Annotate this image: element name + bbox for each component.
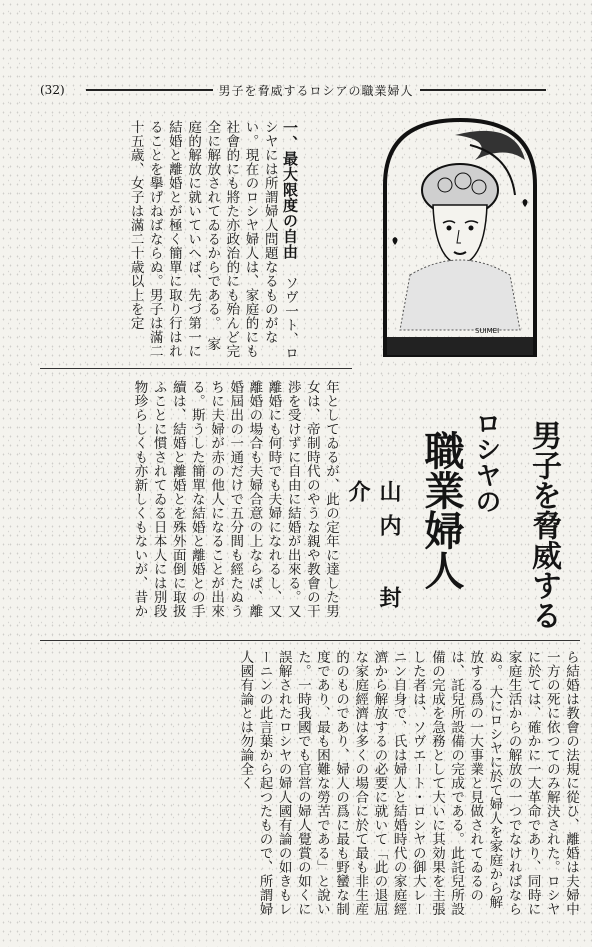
title-area [345, 400, 580, 640]
text-block-middle [40, 380, 340, 630]
text-block-bottom [40, 650, 580, 920]
section-heading: 一、最大限度の自由 [281, 120, 299, 260]
header-rule-right [420, 89, 547, 91]
article-title-line1: 男子を脅威する [526, 420, 561, 630]
body-text-1: ソヴ一ト、ロシヤには所謂婦人問題なるものがない。現在のロシヤ婦人は、家庭的にも社會的にも將た亦政治的にも殆んど完全に解放されてゐるからである。 家庭的解放に就いていへば、先づ第一に結婚と離婚とが極く簡單に取り行はれることを擧げねばならぬ。男子は滿二十五歳、女子は滿二十歳以上を定 [127, 120, 298, 360]
page-header [40, 80, 552, 100]
body-text-3: ら結婚は教會の法規に從ひ、離婚は夫婦中一方の死に依つてのみ解決された。ロシヤに於ては、確かに一大革命であり、同時に家庭生活からの解放の一つでなければならぬ。 大にロシヤに於て婦人を家庭から解放する爲の一大事業と見做されてゐるのは、託兒所設備の完成である。此託兒所設備の完成を急務として大いに其効果を主張した者は、ソヴエート・ロシヤの御大レーニン自身で、氏は婦人と結婚時代の家庭經濟から解放するの必要に就いて「此の退屈な家庭經濟は多くの場合に於て最も非生産的のものであり、婦人の爲に最も野蠻な制度であり、最も困難な勞苦である」と說いた。一時我國でも官営の婦人覺賞の如くに誤解されたロシヤの婦人國有論の如きもレーニンの此言葉から起つたもので、所謂婦人國有論とは勿論全く [237, 650, 579, 916]
divider-top [40, 368, 352, 369]
illustration-signature: SUIMEI [475, 327, 500, 335]
article-title-line2: ロシヤの [471, 410, 501, 514]
article-title-line3: 職業婦人 [418, 430, 465, 590]
running-title: 男子を脅威するロシアの職業婦人 [218, 83, 414, 98]
body-text-2: 年としてゐるが、此の定年に達した男女は、帝制時代のやうな親や教會の干渉を受けずに自由に結婚が出來る。又離婚にも何時でも夫婦になれるし、又離婚の場合も夫婦合意の上ならば、離婚屆出の一通だけで五分間も經たぬうちに夫婦が赤の他人になることが出來る。斯うした簡單な結婚と離婚との手續は、結婚と離婚とを殊外面倒に取扱ふことに慣されてゐる日本人には別段物珍らしくも亦新しくもないが、昔か [131, 380, 339, 618]
header-rule-left [86, 89, 213, 91]
text-block-top [40, 120, 300, 360]
author-name: 山内 封介 [345, 480, 402, 620]
page-number: (32) [40, 83, 65, 97]
divider-bottom [40, 640, 580, 641]
woman-portrait-illustration [375, 115, 545, 360]
